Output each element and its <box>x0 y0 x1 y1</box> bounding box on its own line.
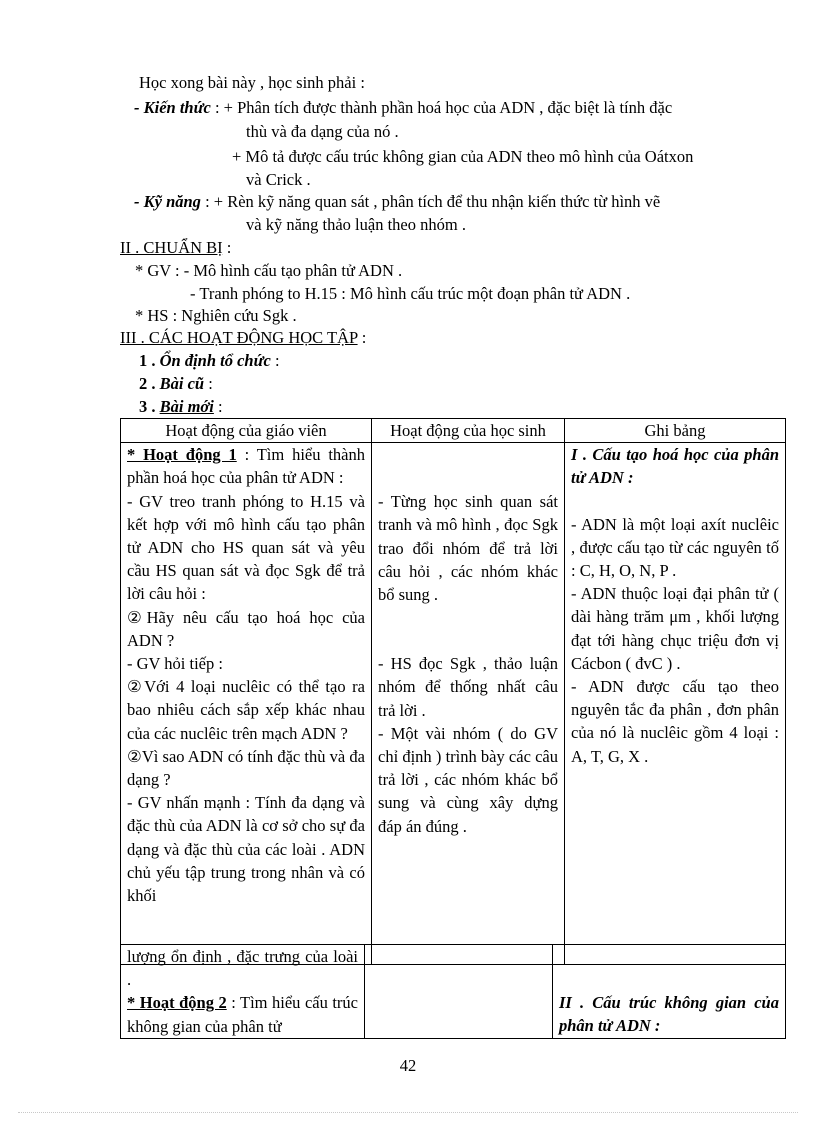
board-notes-cell <box>553 945 786 1039</box>
teacher-paragraph: lượng ổn định , đặc trưng của loài . <box>127 947 358 990</box>
question-icon: ② <box>127 677 145 697</box>
activity-item-2 <box>139 373 213 395</box>
lesson-table-continued <box>120 944 786 1039</box>
activities-heading <box>120 327 366 349</box>
board-paragraph: - ADN thuộc loại đại phân tử ( dài hàng trăm μm , khối lượng đạt tới hàng chục triệu đơn vị Cácbon ( đvC ) . <box>571 584 779 673</box>
teacher-activities-cell <box>121 443 372 965</box>
question-1 <box>127 606 365 652</box>
activity-2-intro <box>127 991 358 1037</box>
footer-divider <box>18 1112 798 1113</box>
knowledge-text-2b: và Crick . <box>246 170 311 189</box>
teacher-activities-cell <box>121 945 365 1039</box>
activity-item-3-num: 3 . <box>139 397 160 416</box>
question-2 <box>127 675 365 745</box>
activity-item-1 <box>139 350 280 372</box>
preparation-heading-colon: : <box>222 238 232 257</box>
student-activities-cell <box>372 443 565 965</box>
knowledge-text-1b: thù và đa dạng của nó . <box>246 122 399 141</box>
question-2-text: Với 4 loại nuclêic có thể tạo ra bao nhiêu cách sắp xếp khác nhau của các nuclêic trên mạch ADN ? <box>127 677 365 743</box>
table-header-row <box>121 419 786 443</box>
table-row <box>121 443 786 965</box>
question-3-text: Vì sao ADN có tính đặc thù và đa dạng ? <box>127 746 366 790</box>
knowledge-text-2: + Mô tả được cấu trúc không gian của ADN theo mô hình của Oátxon <box>232 147 694 166</box>
question-1-text: Hãy nêu cấu tạo hoá học của ADN ? <box>127 607 365 650</box>
board-paragraph: - ADN là một loại axít nuclêic , được cấu tạo từ các nguyên tố : C, H, O, N, P . <box>571 514 779 581</box>
lesson-table <box>120 418 786 965</box>
activities-heading-colon: : <box>357 328 367 347</box>
board-section-title-1: I . Cấu tạo hoá học của phân tử ADN : <box>571 445 779 488</box>
preparation-gv-2: - Tranh phóng to H.15 : Mô hình cấu trúc một đoạn phân tử ADN . <box>190 284 631 303</box>
activities-heading-text: III . CÁC HOẠT ĐỘNG HỌC TẬP <box>120 328 358 347</box>
student-paragraph: - HS đọc Sgk , thảo luận nhóm để thống nhất câu trả lời . <box>378 654 558 720</box>
teacher-paragraph: - GV nhấn mạnh : Tính đa dạng và đặc thù của ADN là cơ sở cho sự đa dạng và đặc thù của các loài . ADN chủ yếu tập trung trong nhân và có khối <box>127 793 365 906</box>
activity-item-2-tail: : <box>204 374 213 393</box>
skill-label: - Kỹ năng <box>134 192 201 211</box>
header-student: Hoạt động của học sinh <box>372 419 565 443</box>
objectives-intro: Học xong bài này , học sinh phải : <box>139 73 365 92</box>
student-paragraph: - Một vài nhóm ( do GV chỉ định ) trình bày các câu trả lời , các nhóm khác bổ sung và cùng xây dựng đáp án đúng . <box>378 723 558 836</box>
board-paragraph: - ADN được cấu tạo theo nguyên tắc đa phân , đơn phân của nó là nuclêic gồm 4 loại : A, T, G, X . <box>571 677 779 766</box>
student-activities-cell <box>365 945 553 1039</box>
activity-2-label: * Hoạt động 2 <box>127 993 227 1013</box>
knowledge-text-1: : + Phân tích được thành phần hoá học của ADN , đặc biệt là tính đặc <box>214 98 673 117</box>
activity-item-2-num: 2 . <box>139 374 160 393</box>
activity-item-3 <box>139 396 223 418</box>
question-3 <box>127 745 365 791</box>
activity-1-label: * Hoạt động 1 <box>127 445 237 465</box>
header-board: Ghi bảng <box>565 419 786 443</box>
preparation-gv-1: * GV : - Mô hình cấu tạo phân tử ADN . <box>135 261 403 280</box>
skill-line-1 <box>134 191 660 213</box>
skill-text-1b: và kỹ năng thảo luận theo nhóm . <box>246 215 466 234</box>
knowledge-label: - Kiến thức <box>134 98 211 117</box>
activity-1-text: : Tìm hiểu thành phần hoá học của phân tử ADN : <box>127 445 365 488</box>
student-paragraph: - Từng học sinh quan sát tranh và mô hình , đọc Sgk trao đổi nhóm để trả lời câu hỏi , các nhóm khác bổ sung . <box>378 492 558 605</box>
activity-item-1-num: 1 . <box>139 351 160 370</box>
activity-2-text: : Tìm hiểu cấu trúc không gian của phân tử <box>127 993 358 1036</box>
activity-item-1-tail: : <box>270 351 280 370</box>
table-row <box>121 945 786 1039</box>
teacher-paragraph: - GV treo tranh phóng to H.15 và kết hợp với mô hình cấu tạo phân tử ADN cho HS quan sát và yêu cầu HS quan sát và đọc Sgk để trả lời câu hỏi : <box>127 491 365 604</box>
activity-item-1-label: Ổn định tổ chức <box>159 351 271 370</box>
preparation-heading <box>120 237 231 259</box>
skill-text-1: : + Rèn kỹ năng quan sát , phân tích để thu nhận kiến thức từ hình vẽ <box>205 192 661 211</box>
activity-1-intro <box>127 443 365 489</box>
activity-item-2-label: Bài cũ <box>159 374 205 393</box>
board-section-title-2: II . Cấu trúc không gian của phân tử ADN : <box>559 993 779 1036</box>
question-icon: ② <box>127 746 142 766</box>
board-notes-cell <box>565 443 786 965</box>
preparation-heading-text: II . CHUẨN BỊ <box>120 238 223 257</box>
activity-item-3-tail: : <box>213 397 223 416</box>
header-teacher: Hoạt động của giáo viên <box>121 419 372 443</box>
preparation-hs: * HS : Nghiên cứu Sgk . <box>135 306 297 325</box>
question-icon: ② <box>127 607 147 627</box>
activity-item-3-label: Bài mới <box>159 397 214 416</box>
knowledge-line-1 <box>134 97 672 119</box>
teacher-paragraph: - GV hỏi tiếp : <box>127 654 223 674</box>
page-number: 42 <box>399 1056 417 1075</box>
